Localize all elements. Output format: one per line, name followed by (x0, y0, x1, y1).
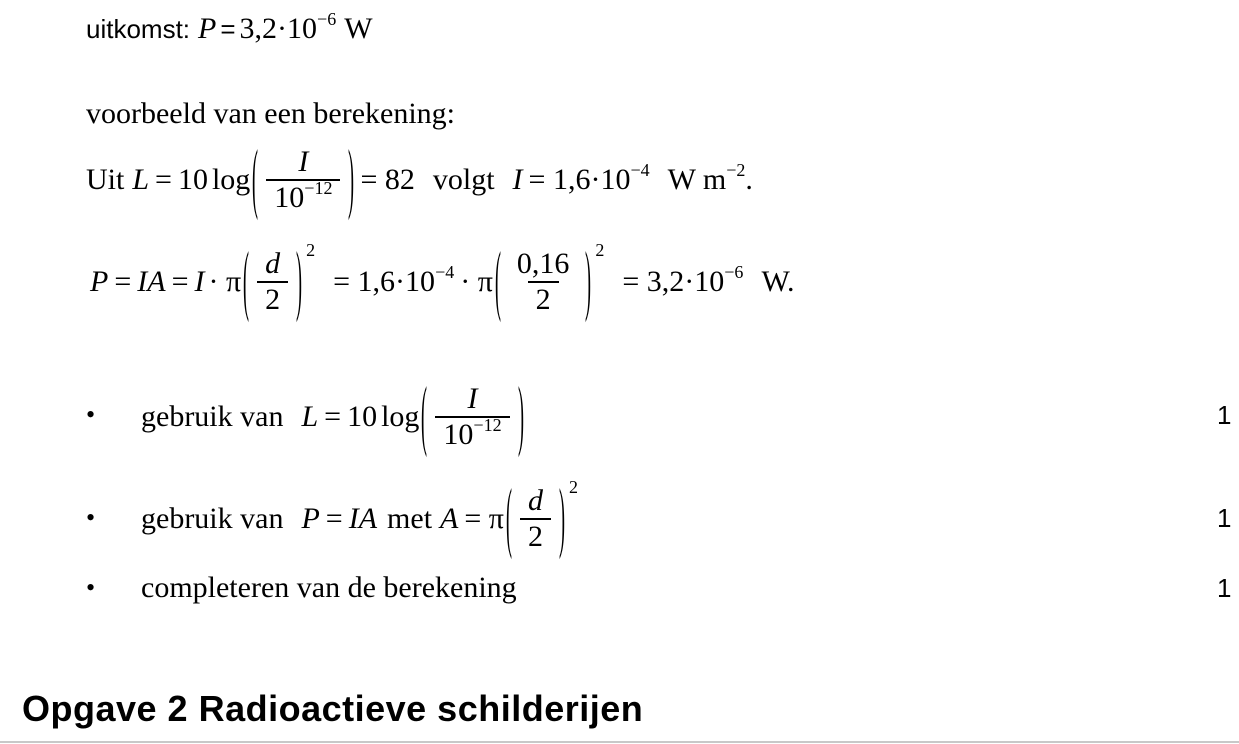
formula-line-intensity (86, 137, 753, 223)
equals-pi: = π (464, 502, 504, 535)
intensity-value: = $1,6\cdot 10^{-4}$ (528, 159, 650, 196)
fraction-d-over-2 (257, 249, 288, 315)
equals-sign: = (171, 265, 189, 298)
equals-sign: = (114, 265, 132, 298)
fraction-denominator: 2 (528, 281, 559, 315)
fraction-denominator: 2 (520, 518, 551, 552)
uitkomst-label: uitkomst: (86, 14, 191, 44)
intensity-value: = $1,6\cdot 10^{-4}$ (333, 261, 455, 298)
power-unit: W. (761, 265, 795, 298)
uitkomst-value: $3,2\cdot 10^{-6}$ (239, 8, 337, 45)
fraction-numerator: I (467, 382, 478, 415)
fraction-denominator: $10^{-12}$ (266, 179, 340, 213)
var-L: L (301, 400, 319, 433)
fraction-numerator: d (527, 484, 543, 517)
log-factor: 10 (177, 163, 208, 196)
var-P: P (301, 502, 320, 535)
fraction-denominator: 2 (257, 281, 288, 315)
right-paren: ) (348, 135, 355, 222)
var-P: P (90, 265, 109, 298)
left-paren: ( (494, 237, 501, 324)
criterion-1 (141, 374, 526, 460)
exponent-2: 2 (306, 240, 316, 260)
criterion-text: gebruik van (141, 400, 284, 433)
right-paren: ) (296, 237, 303, 324)
equals-sign: = (325, 502, 343, 535)
left-paren: ( (252, 135, 259, 222)
criterion-bullet: • (86, 400, 96, 429)
criterion-2 (141, 476, 578, 562)
uitkomst-eq: = (220, 14, 236, 44)
pi-symbol: · π (208, 265, 242, 298)
criterion-3-text: completeren van de berekening (141, 571, 517, 604)
power-result: = $3,2\cdot 10^{-6}$ (622, 261, 744, 298)
equals-82: = 82 (360, 163, 415, 196)
uitkomst-var: P (198, 12, 217, 45)
left-paren: ( (421, 372, 428, 459)
log-word: log (381, 400, 420, 433)
intensity-unit: W $m^{-2}$. (667, 159, 753, 196)
log-word: log (211, 163, 251, 196)
voorbeeld-title: voorbeeld van een berekening: (86, 97, 456, 130)
fraction-I-over-ref (266, 147, 340, 213)
section-heading: Opgave 2 Radioactieve schilderijen (22, 688, 644, 729)
uitkomst-line (86, 8, 373, 46)
fraction-diameter-over-2 (509, 249, 578, 315)
var-IA: IA (137, 265, 166, 298)
formula-line-power (90, 238, 795, 326)
left-paren: ( (505, 474, 512, 561)
var-I: I (512, 163, 523, 196)
fraction-numerator: I (298, 145, 309, 178)
var-L: L (132, 163, 150, 196)
var-A: A (440, 502, 459, 535)
exponent-2: 2 (595, 240, 605, 260)
fraction-numerator: d (265, 247, 281, 280)
right-paren: ) (585, 237, 592, 324)
log-factor: 10 (347, 400, 378, 433)
criterion-score: 1 (1217, 503, 1232, 533)
equals-sign: = (155, 163, 172, 196)
criterion-bullet: • (86, 503, 96, 532)
equals-sign: = (324, 400, 342, 433)
left-paren: ( (243, 237, 250, 324)
var-I: I (194, 265, 205, 298)
fraction-numerator: 0,16 (516, 247, 570, 280)
pi-symbol: · π (460, 265, 493, 298)
met-word: met (387, 502, 433, 535)
fraction-denominator: $10^{-12}$ (435, 416, 509, 450)
volgt-word: volgt (432, 163, 495, 196)
criterion-score: 1 (1217, 400, 1232, 430)
criterion-bullet: • (86, 573, 96, 602)
exponent-2: 2 (568, 477, 578, 497)
uit-word: Uit (86, 163, 125, 196)
right-paren: ) (558, 474, 565, 561)
uitkomst-unit: W (344, 12, 373, 45)
criterion-text: gebruik van (141, 502, 284, 535)
var-IA: IA (348, 502, 378, 535)
divider (0, 741, 1239, 743)
right-paren: ) (517, 372, 524, 459)
criterion-score: 1 (1217, 573, 1232, 603)
fraction-d-over-2 (520, 486, 551, 552)
fraction-I-over-ref (435, 384, 509, 450)
